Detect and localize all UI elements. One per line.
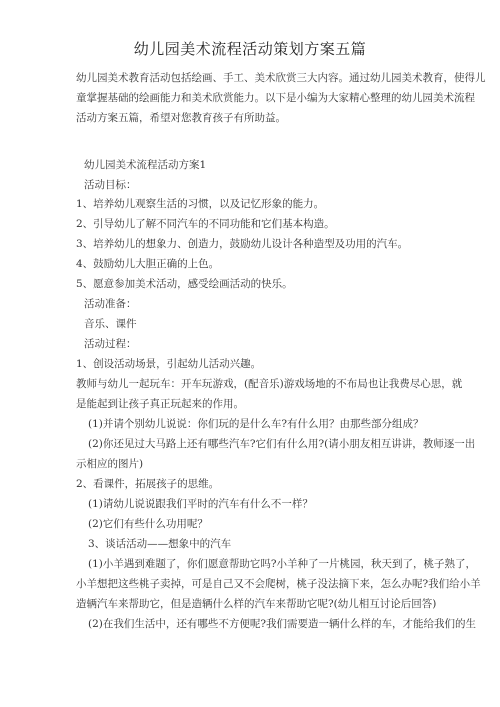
body-line-10: 1、创设活动场景，引起幼儿活动兴趣。 bbox=[76, 358, 262, 370]
body-line-13: (1)并请个别幼儿说说：你们玩的是什么车?有什么用？由那些部分组成？ bbox=[88, 418, 424, 430]
body-line-2: 1、培养幼儿观察生活的习惯，以及记忆形象的能力。 bbox=[76, 198, 325, 210]
body-line-14: (2)你还见过大马路上还有哪些汽车?它们有什么用?(请小朋友相互讲讲，教师逐一出 bbox=[88, 438, 476, 450]
body-line-7: 活动准备： bbox=[84, 298, 137, 310]
body-line-3: 2、引导幼儿了解不同汽车的不同功能和它们基本构造。 bbox=[76, 218, 335, 230]
body-line-18: (2)它们有些什么功用呢？ bbox=[88, 518, 208, 530]
body-line-21: 小羊想把这些桃子卖掉，可是自己又不会爬树，桃子没法摘下来，怎么办呢?我们给小羊 bbox=[76, 578, 481, 590]
body-line-22: 造辆汽车来帮助它，但是造辆什么样的汽车来帮助它呢?(幼儿相互讨论后回答) bbox=[76, 598, 437, 610]
body-line-15: 示相应的图片) bbox=[76, 458, 144, 470]
body-line-16: 2、看课件，拓展孩子的思维。 bbox=[76, 478, 220, 490]
body-line-8: 音乐、课件 bbox=[84, 318, 137, 330]
body-line-9: 活动过程： bbox=[84, 338, 137, 350]
body-line-17: (1)请幼儿说说跟我们平时的汽车有什么不一样？ bbox=[88, 498, 313, 510]
section-heading: 幼儿园美术流程活动方案1 bbox=[84, 159, 207, 171]
intro-line-2: 童掌握基础的绘画能力和美术欣赏能力。以下是小编为大家精心整理的幼儿园美术流程 bbox=[76, 92, 475, 104]
body-line-5: 4、鼓励幼儿大胆正确的上色。 bbox=[76, 258, 220, 270]
body-line-11: 教师与幼儿一起玩车：开车玩游戏，(配音乐)游戏场地的不布局也让我费尽心思，就 bbox=[76, 378, 463, 390]
intro-line-1: 幼儿园美术教育活动包括绘画、手工、美术欣赏三大内容。通过幼儿园美术教育，使得儿 bbox=[76, 72, 486, 84]
document-title: 幼儿园美术流程活动策划方案五篇 bbox=[133, 40, 367, 58]
body-line-19: 3、谈话活动——想象中的汽车 bbox=[88, 538, 232, 550]
body-line-23: (2)在我们生活中，还有哪些不方便呢?我们需要造一辆什么样的车，才能给我们的生 bbox=[88, 618, 477, 630]
body-line-4: 3、培养幼儿的想象力、创造力，鼓励幼儿设计各种造型及功用的汽车。 bbox=[76, 238, 409, 250]
body-line-12: 是能起到让孩子真正玩起来的作用。 bbox=[76, 398, 244, 410]
body-line-1: 活动目标： bbox=[84, 179, 137, 191]
body-line-6: 5、愿意参加美术活动，感受绘画活动的快乐。 bbox=[76, 278, 293, 290]
intro-line-3: 活动方案五篇，希望对您教育孩子有所助益。 bbox=[76, 112, 286, 124]
body-line-20: (1)小羊遇到难题了，你们愿意帮助它吗?小羊种了一片桃园，秋天到了，桃子熟了， bbox=[88, 558, 477, 570]
